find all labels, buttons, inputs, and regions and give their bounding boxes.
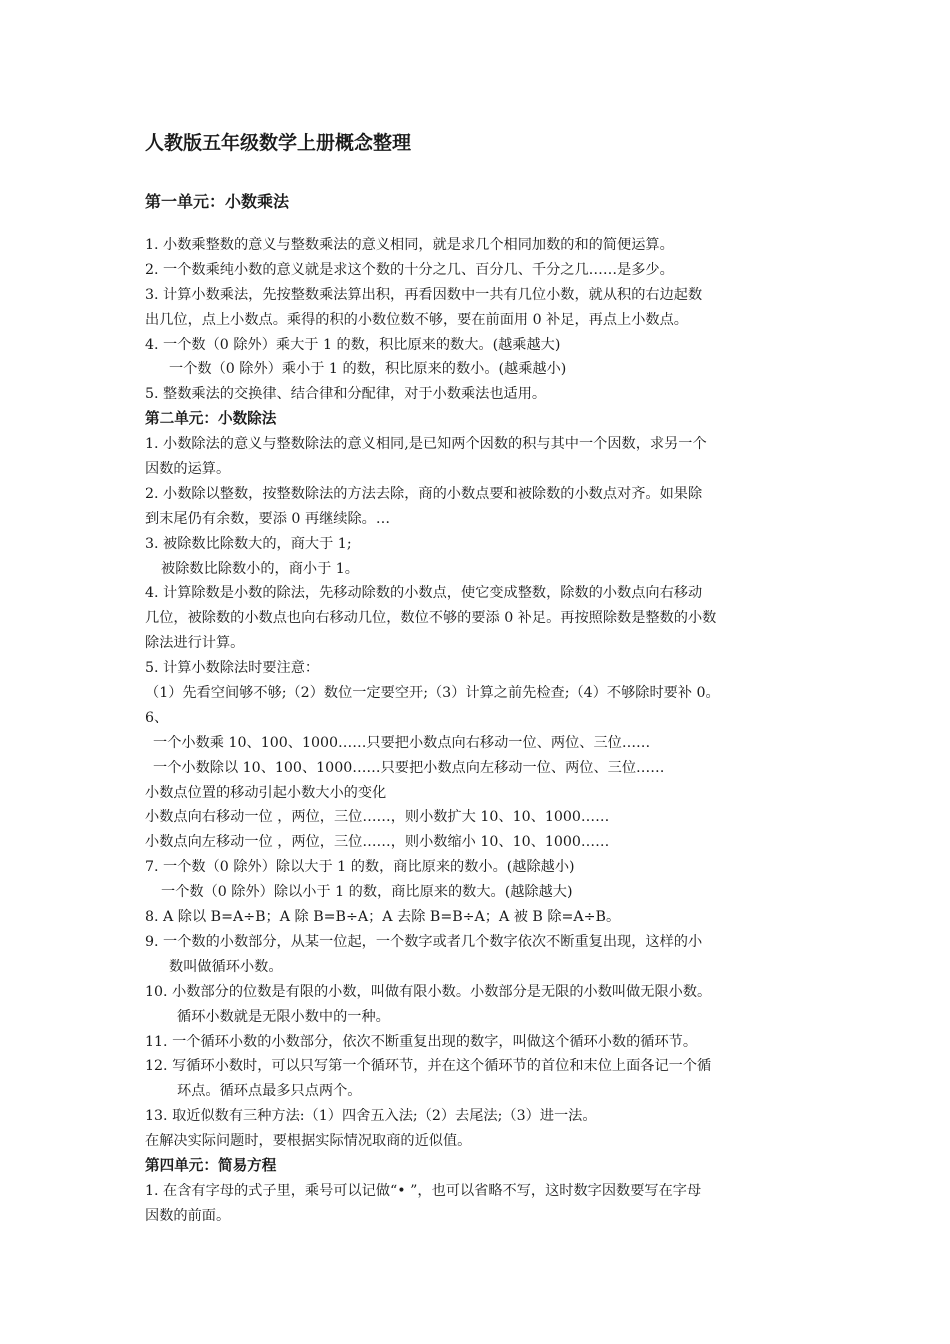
text-line: 12. 写循环小数时，可以只写第一个循环节，并在这个循环节的首位和末位上面各记一个循 (145, 1058, 712, 1075)
section-heading: 第四单元：简易方程 (145, 1156, 277, 1174)
text-line: 被除数比除数小的，商小于 1。 (161, 560, 359, 577)
text-line: 一个小数除以 10、100、1000……只要把小数点向左移动一位、两位、三位…… (153, 759, 665, 776)
text-line: 到末尾仍有余数，要添 0 再继续除。… (145, 510, 391, 527)
text-line: 小数点向右移动一位 ，两位，三位……，则小数扩大 10、10、1000…… (145, 809, 610, 826)
section-heading: 第二单元：小数除法 (145, 410, 277, 428)
text-line: （1）先看空间够不够;（2）数位一定要空开;（3）计算之前先检查;（4）不够除时要补 0。 (145, 685, 720, 702)
text-line: 循环小数就是无限小数中的一种。 (177, 1008, 390, 1025)
text-line: 11. 一个循环小数的小数部分，依次不断重复出现的数字，叫做这个循环小数的循环节。 (145, 1033, 698, 1050)
text-line: 环点。循环点最多只点两个。 (177, 1083, 362, 1100)
text-line: 5. 整数乘法的交换律、结合律和分配律，对于小数乘法也适用。 (145, 386, 547, 403)
text-line: 几位，被除数的小数点也向右移动几位，数位不够的要添 0 补足。再按照除数是整数的小数 (145, 610, 717, 627)
text-line: 在解决实际问题时，要根据实际情况取商的近似值。 (145, 1133, 472, 1150)
text-line: 2. 一个数乘纯小数的意义就是求这个数的十分之几、百分几、千分之几……是多少。 (145, 261, 674, 278)
text-line: 数叫做循环小数。 (169, 958, 283, 975)
text-line: 6、 (145, 709, 169, 726)
text-line: 5. 计算小数除法时要注意： (145, 660, 320, 677)
text-line: 小数点位置的移动引起小数大小的变化 (145, 784, 387, 801)
text-line: 10. 小数部分的位数是有限的小数，叫做有限小数。小数部分是无限的小数叫做无限小数。 (145, 983, 712, 1000)
text-line: 一个小数乘 10、100、1000……只要把小数点向右移动一位、两位、三位…… (153, 734, 651, 751)
text-line: 8. A 除以 B=A÷B；A 除 B=B÷A；A 去除 B=B÷A；A 被 B 除=A÷B。 (145, 909, 621, 926)
text-line: 小数点向左移动一位 ，两位，三位……，则小数缩小 10、10、1000…… (145, 834, 610, 851)
text-line: 9. 一个数的小数部分，从某一位起，一个数字或者几个数字依次不断重复出现，这样的小 (145, 933, 703, 950)
text-line: 4. 计算除数是小数的除法，先移动除数的小数点，使它变成整数，除数的小数点向右移动 (145, 585, 703, 602)
text-line: 除法进行计算。 (145, 635, 245, 652)
text-line: 一个数（0 除外）除以小于 1 的数，商比原来的数大。(越除越大) (161, 884, 573, 901)
text-line: 1. 小数除法的意义与整数除法的意义相同,是已知两个因数的积与其中一个因数，求另一个 (145, 436, 707, 453)
text-line: 3. 被除数比除数大的，商大于 1; (145, 535, 352, 552)
text-line: 7. 一个数（0 除外）除以大于 1 的数，商比原来的数小。(越除越小) (145, 859, 575, 876)
document-title: 人教版五年级数学上册概念整理 (145, 132, 412, 154)
text-line: 13. 取近似数有三种方法:（1）四舍五入法;（2）去尾法;（3）进一法。 (145, 1108, 597, 1125)
text-line: 因数的前面。 (145, 1207, 231, 1224)
text-line: 一个数（0 除外）乘小于 1 的数，积比原来的数小。(越乘越小) (169, 361, 567, 378)
text-line: 4. 一个数（0 除外）乘大于 1 的数，积比原来的数大。(越乘越大) (145, 336, 561, 353)
text-line: 2. 小数除以整数，按整数除法的方法去除，商的小数点要和被除数的小数点对齐。如果除 (145, 485, 703, 502)
text-line: 1. 小数乘整数的意义与整数乘法的意义相同，就是求几个相同加数的和的简便运算。 (145, 237, 674, 253)
text-line: 因数的运算。 (145, 461, 231, 478)
text-line: 1. 在含有字母的式子里，乘号可以记做“• ”，也可以省略不写，这时数字因数要写在字母 (145, 1182, 702, 1199)
unit-1-heading: 第一单元：小数乘法 (145, 192, 290, 211)
text-line: 出几位，点上小数点。乘得的积的小数位数不够，要在前面用 0 补足，再点上小数点。 (145, 311, 688, 328)
document-body (145, 233, 813, 1229)
text-line: 3. 计算小数乘法，先按整数乘法算出积，再看因数中一共有几位小数，就从积的右边起数 (145, 286, 703, 303)
